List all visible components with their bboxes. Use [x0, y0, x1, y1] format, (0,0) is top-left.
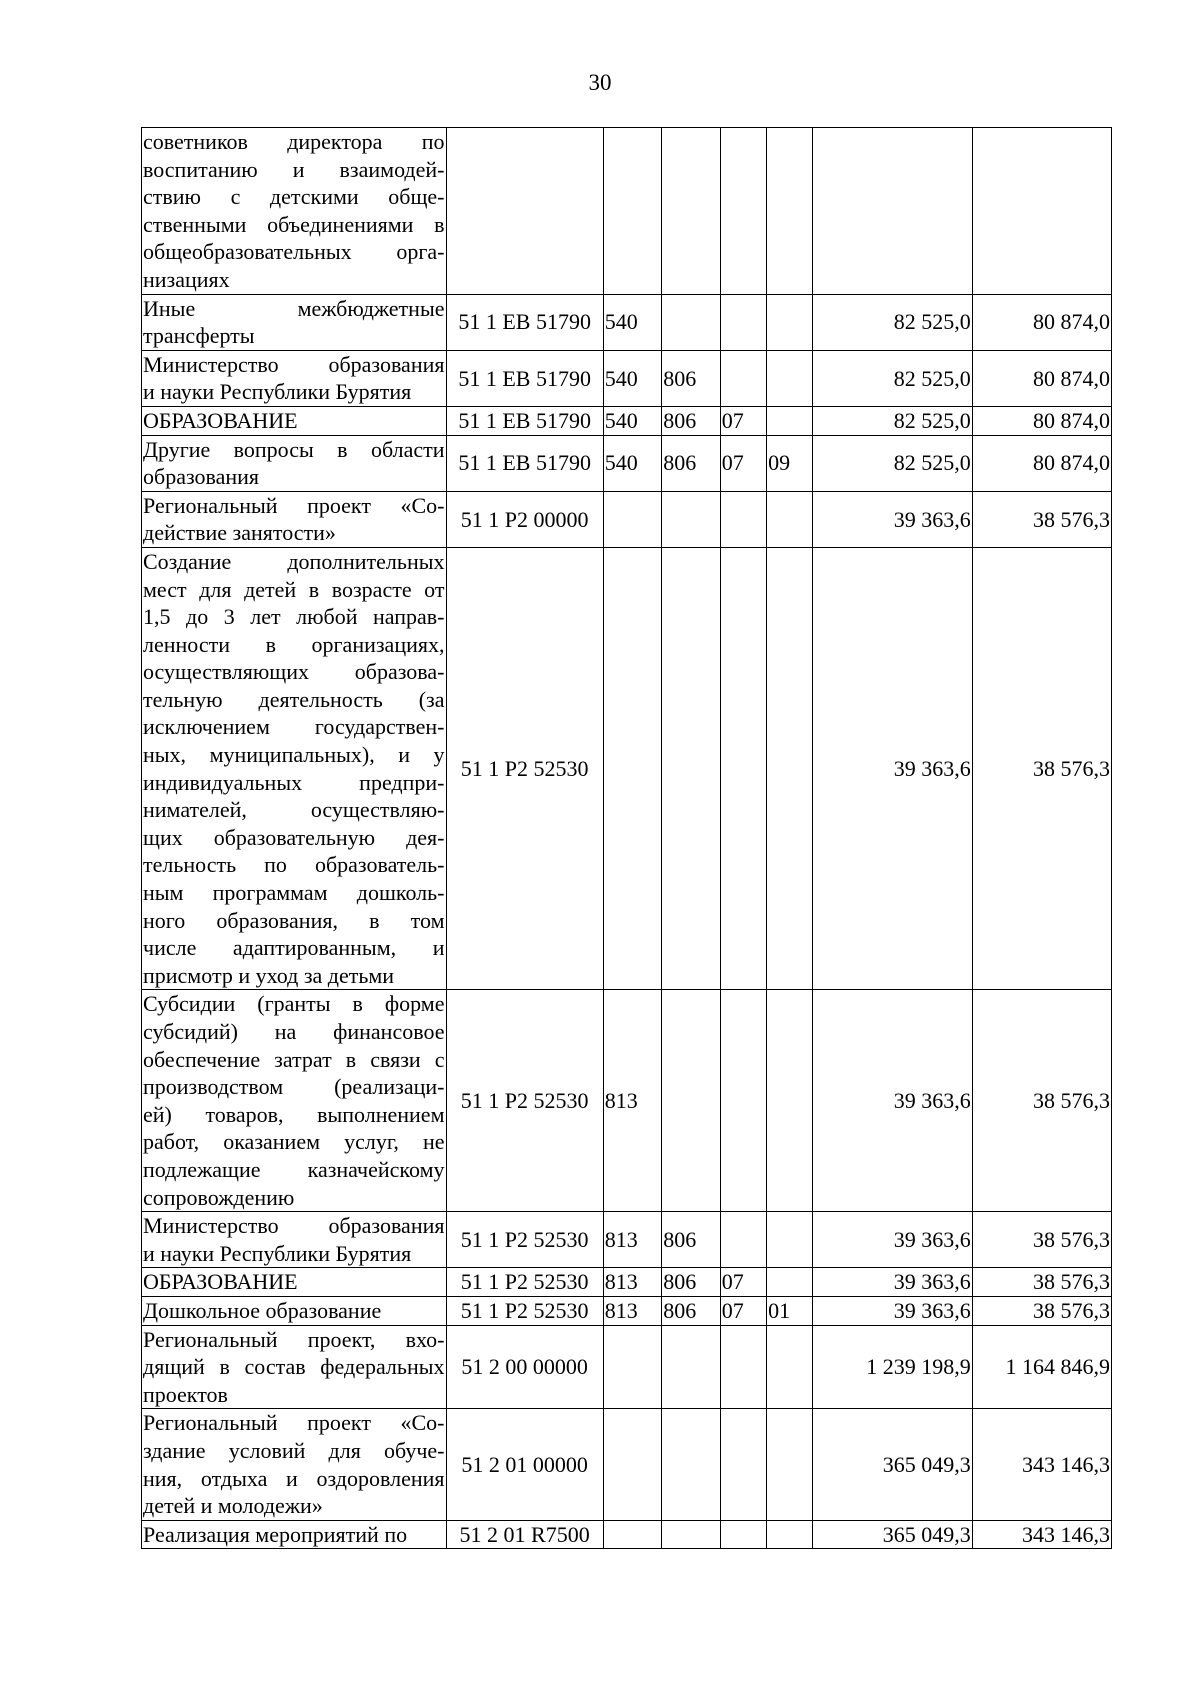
- cell-ministry-code: [662, 1520, 720, 1549]
- cell-ministry-code: [662, 990, 720, 1212]
- cell-subsection: [767, 128, 813, 295]
- cell-section: [720, 1409, 766, 1520]
- cell-section: 07: [720, 1296, 766, 1325]
- cell-subsection: [767, 294, 813, 350]
- item-name-line: ОБРАЗОВАНИЕ: [143, 1269, 298, 1295]
- cell-item-name: [142, 1296, 447, 1325]
- cell-ministry-code: 806: [662, 435, 720, 491]
- cell-item-name: [142, 1325, 447, 1409]
- cell-section: 07: [720, 435, 766, 491]
- cell-sum-year-1: 82 525,0: [813, 350, 972, 406]
- table-row: [142, 128, 1112, 295]
- cell-target-article: 51 1 Р2 52530: [446, 1212, 603, 1268]
- item-name-line: Реализация мероприятий по: [143, 1521, 408, 1547]
- cell-target-article: 51 1 ЕВ 51790: [446, 435, 603, 491]
- table-row: [142, 1520, 1112, 1549]
- cell-sum-year-2: 38 576,3: [972, 1268, 1111, 1297]
- table-row: [142, 1268, 1112, 1297]
- cell-sum-year-2: 38 576,3: [972, 1212, 1111, 1268]
- cell-target-article: 51 1 ЕВ 51790: [446, 406, 603, 435]
- table-row: [142, 547, 1112, 990]
- item-name-line: советников директора по: [143, 129, 445, 154]
- table-row: [142, 294, 1112, 350]
- cell-sum-year-2: 80 874,0: [972, 350, 1111, 406]
- cell-section: 07: [720, 1268, 766, 1297]
- table-row: [142, 1212, 1112, 1268]
- item-name-line: ствию с детскими обще-: [143, 184, 445, 210]
- table-row: [142, 1296, 1112, 1325]
- cell-expense-type: 813: [603, 1212, 661, 1268]
- item-name-line: Министерство образования: [143, 1213, 445, 1239]
- cell-sum-year-2: 80 874,0: [972, 294, 1111, 350]
- item-name-line: и науки Республики Бурятия: [143, 379, 412, 405]
- table-row: [142, 1325, 1112, 1409]
- item-name-line: числе адаптированным, и: [143, 935, 445, 961]
- item-name-line: Дошкольное образование: [143, 1297, 382, 1323]
- cell-sum-year-1: 365 049,3: [813, 1409, 972, 1520]
- item-name-line: трансферты: [143, 323, 255, 349]
- item-name-line: Региональный проект, вхо-: [143, 1326, 445, 1352]
- cell-subsection: [767, 1212, 813, 1268]
- cell-expense-type: [603, 1409, 661, 1520]
- item-name-line: присмотр и уход за детьми: [143, 962, 395, 988]
- cell-sum-year-1: 39 363,6: [813, 990, 972, 1212]
- cell-item-name: [142, 128, 447, 295]
- cell-sum-year-1: 365 049,3: [813, 1520, 972, 1549]
- cell-sum-year-2: 343 146,3: [972, 1409, 1111, 1520]
- cell-target-article: 51 1 ЕВ 51790: [446, 294, 603, 350]
- item-name-line: дящий в состав федеральных: [143, 1354, 445, 1380]
- table-row: [142, 435, 1112, 491]
- item-name-line: ленности в организациях,: [143, 631, 445, 657]
- item-name-line: работ, оказанием услуг, не: [143, 1129, 445, 1155]
- cell-ministry-code: [662, 1409, 720, 1520]
- cell-expense-type: 540: [603, 350, 661, 406]
- cell-ministry-code: [662, 547, 720, 990]
- cell-sum-year-1: 39 363,6: [813, 1296, 972, 1325]
- item-name-line: ственными объединениями в: [143, 211, 445, 237]
- cell-item-name: [142, 350, 447, 406]
- cell-subsection: [767, 1409, 813, 1520]
- cell-sum-year-1: 82 525,0: [813, 406, 972, 435]
- item-name-line: ния, отдыха и оздоровления: [143, 1465, 445, 1491]
- item-name-line: ей) товаров, выполнением: [143, 1101, 445, 1127]
- item-name-line: проектов: [143, 1381, 228, 1407]
- cell-item-name: [142, 294, 447, 350]
- item-name-line: низациях: [143, 266, 230, 292]
- cell-target-article: 51 1 Р2 00000: [446, 491, 603, 547]
- cell-sum-year-2: 80 874,0: [972, 406, 1111, 435]
- cell-sum-year-1: 39 363,6: [813, 1268, 972, 1297]
- item-name-line: здание условий для обуче-: [143, 1437, 445, 1463]
- item-name-line: Создание дополнительных: [143, 548, 445, 574]
- cell-ministry-code: [662, 128, 720, 295]
- item-name-line: Министерство образования: [143, 351, 445, 377]
- cell-subsection: [767, 406, 813, 435]
- cell-ministry-code: 806: [662, 1296, 720, 1325]
- item-name-line: тельность по образователь-: [143, 852, 445, 878]
- item-name-line: общеобразовательных орга-: [143, 239, 445, 265]
- cell-section: [720, 491, 766, 547]
- cell-item-name: [142, 406, 447, 435]
- cell-ministry-code: [662, 1325, 720, 1409]
- cell-target-article: 51 1 Р2 52530: [446, 547, 603, 990]
- cell-target-article: 51 1 Р2 52530: [446, 1268, 603, 1297]
- cell-expense-type: 813: [603, 1268, 661, 1297]
- cell-item-name: [142, 547, 447, 990]
- cell-expense-type: 813: [603, 990, 661, 1212]
- cell-subsection: [767, 990, 813, 1212]
- cell-target-article: 51 2 01 00000: [446, 1409, 603, 1520]
- budget-table: [141, 127, 1112, 1549]
- cell-sum-year-1: 1 239 198,9: [813, 1325, 972, 1409]
- cell-sum-year-2: 38 576,3: [972, 491, 1111, 547]
- cell-item-name: [142, 1409, 447, 1520]
- item-name-line: ного образования, в том: [143, 907, 445, 933]
- item-name-line: Региональный проект «Со-: [143, 492, 445, 518]
- cell-item-name: [142, 990, 447, 1212]
- cell-sum-year-2: 343 146,3: [972, 1520, 1111, 1549]
- cell-subsection: 09: [767, 435, 813, 491]
- cell-expense-type: 540: [603, 294, 661, 350]
- cell-target-article: 51 2 00 00000: [446, 1325, 603, 1409]
- item-name-line: детей и молодежи»: [143, 1493, 323, 1519]
- item-name-line: производством (реализаци-: [143, 1074, 445, 1100]
- table-row: [142, 1409, 1112, 1520]
- cell-section: [720, 990, 766, 1212]
- cell-sum-year-2: 38 576,3: [972, 990, 1111, 1212]
- item-name-line: индивидуальных предпри-: [143, 769, 445, 795]
- item-name-line: и науки Республики Бурятия: [143, 1240, 412, 1266]
- cell-expense-type: [603, 128, 661, 295]
- cell-target-article: 51 1 ЕВ 51790: [446, 350, 603, 406]
- cell-expense-type: 540: [603, 406, 661, 435]
- cell-sum-year-1: [813, 128, 972, 295]
- cell-sum-year-1: 39 363,6: [813, 491, 972, 547]
- cell-subsection: [767, 350, 813, 406]
- cell-expense-type: [603, 547, 661, 990]
- item-name-line: 1,5 до 3 лет любой направ-: [143, 604, 445, 630]
- item-name-line: Региональный проект «Со-: [143, 1410, 445, 1436]
- item-name-line: щих образовательную дея-: [143, 824, 445, 850]
- cell-item-name: [142, 435, 447, 491]
- cell-section: [720, 547, 766, 990]
- item-name-line: мест для детей в возрасте от: [143, 576, 445, 602]
- item-name-line: осуществляющих образова-: [143, 659, 445, 685]
- cell-section: 07: [720, 406, 766, 435]
- cell-sum-year-2: 38 576,3: [972, 1296, 1111, 1325]
- cell-ministry-code: 806: [662, 1212, 720, 1268]
- cell-target-article: 51 1 Р2 52530: [446, 1296, 603, 1325]
- cell-item-name: [142, 491, 447, 547]
- cell-subsection: [767, 1520, 813, 1549]
- item-name-line: подлежащие казначейскому: [143, 1156, 445, 1182]
- cell-section: [720, 294, 766, 350]
- item-name-line: действие занятости»: [143, 520, 336, 546]
- item-name-line: ных, муниципальных), и у: [143, 742, 445, 768]
- item-name-line: воспитанию и взаимодей-: [143, 156, 445, 182]
- cell-target-article: [446, 128, 603, 295]
- cell-expense-type: 540: [603, 435, 661, 491]
- cell-sum-year-2: 38 576,3: [972, 547, 1111, 990]
- cell-subsection: [767, 1325, 813, 1409]
- cell-subsection: 01: [767, 1296, 813, 1325]
- item-name-line: Иные межбюджетные: [143, 295, 445, 321]
- cell-item-name: [142, 1520, 447, 1549]
- table-row: [142, 406, 1112, 435]
- cell-expense-type: [603, 1520, 661, 1549]
- table-row: [142, 990, 1112, 1212]
- cell-sum-year-1: 39 363,6: [813, 1212, 972, 1268]
- cell-expense-type: [603, 491, 661, 547]
- page-number: 30: [588, 70, 612, 95]
- item-name-line: тельную деятельность (за: [143, 686, 445, 712]
- cell-section: [720, 1520, 766, 1549]
- table-row: [142, 491, 1112, 547]
- cell-item-name: [142, 1268, 447, 1297]
- cell-ministry-code: 806: [662, 406, 720, 435]
- cell-sum-year-1: 82 525,0: [813, 294, 972, 350]
- item-name-line: исключением государствен-: [143, 714, 445, 740]
- item-name-line: образования: [143, 464, 260, 490]
- cell-expense-type: 813: [603, 1296, 661, 1325]
- cell-target-article: 51 1 Р2 52530: [446, 990, 603, 1212]
- cell-section: [720, 1325, 766, 1409]
- cell-section: [720, 1212, 766, 1268]
- item-name-line: ОБРАЗОВАНИЕ: [143, 407, 298, 433]
- cell-subsection: [767, 547, 813, 990]
- cell-sum-year-2: 80 874,0: [972, 435, 1111, 491]
- cell-subsection: [767, 491, 813, 547]
- cell-sum-year-2: [972, 128, 1111, 295]
- cell-expense-type: [603, 1325, 661, 1409]
- item-name-line: Другие вопросы в области: [143, 436, 445, 462]
- cell-ministry-code: [662, 491, 720, 547]
- table-row: [142, 350, 1112, 406]
- item-name-line: субсидий) на финансовое: [143, 1019, 445, 1044]
- table-body: [142, 128, 1112, 1549]
- cell-sum-year-1: 39 363,6: [813, 547, 972, 990]
- cell-section: [720, 128, 766, 295]
- cell-sum-year-2: 1 164 846,9: [972, 1325, 1111, 1409]
- cell-target-article: 51 2 01 R7500: [446, 1520, 603, 1549]
- item-name-line: Субсидии (гранты в форме: [143, 991, 445, 1017]
- item-name-line: ным программам дошколь-: [143, 880, 445, 906]
- cell-section: [720, 350, 766, 406]
- cell-ministry-code: 806: [662, 350, 720, 406]
- item-name-line: сопровождению: [143, 1184, 295, 1210]
- cell-ministry-code: [662, 294, 720, 350]
- item-name-line: обеспечение затрат в связи с: [143, 1046, 445, 1072]
- item-name-line: нимателей, осуществляю-: [143, 797, 445, 823]
- cell-subsection: [767, 1268, 813, 1297]
- cell-ministry-code: 806: [662, 1268, 720, 1297]
- cell-sum-year-1: 82 525,0: [813, 435, 972, 491]
- cell-item-name: [142, 1212, 447, 1268]
